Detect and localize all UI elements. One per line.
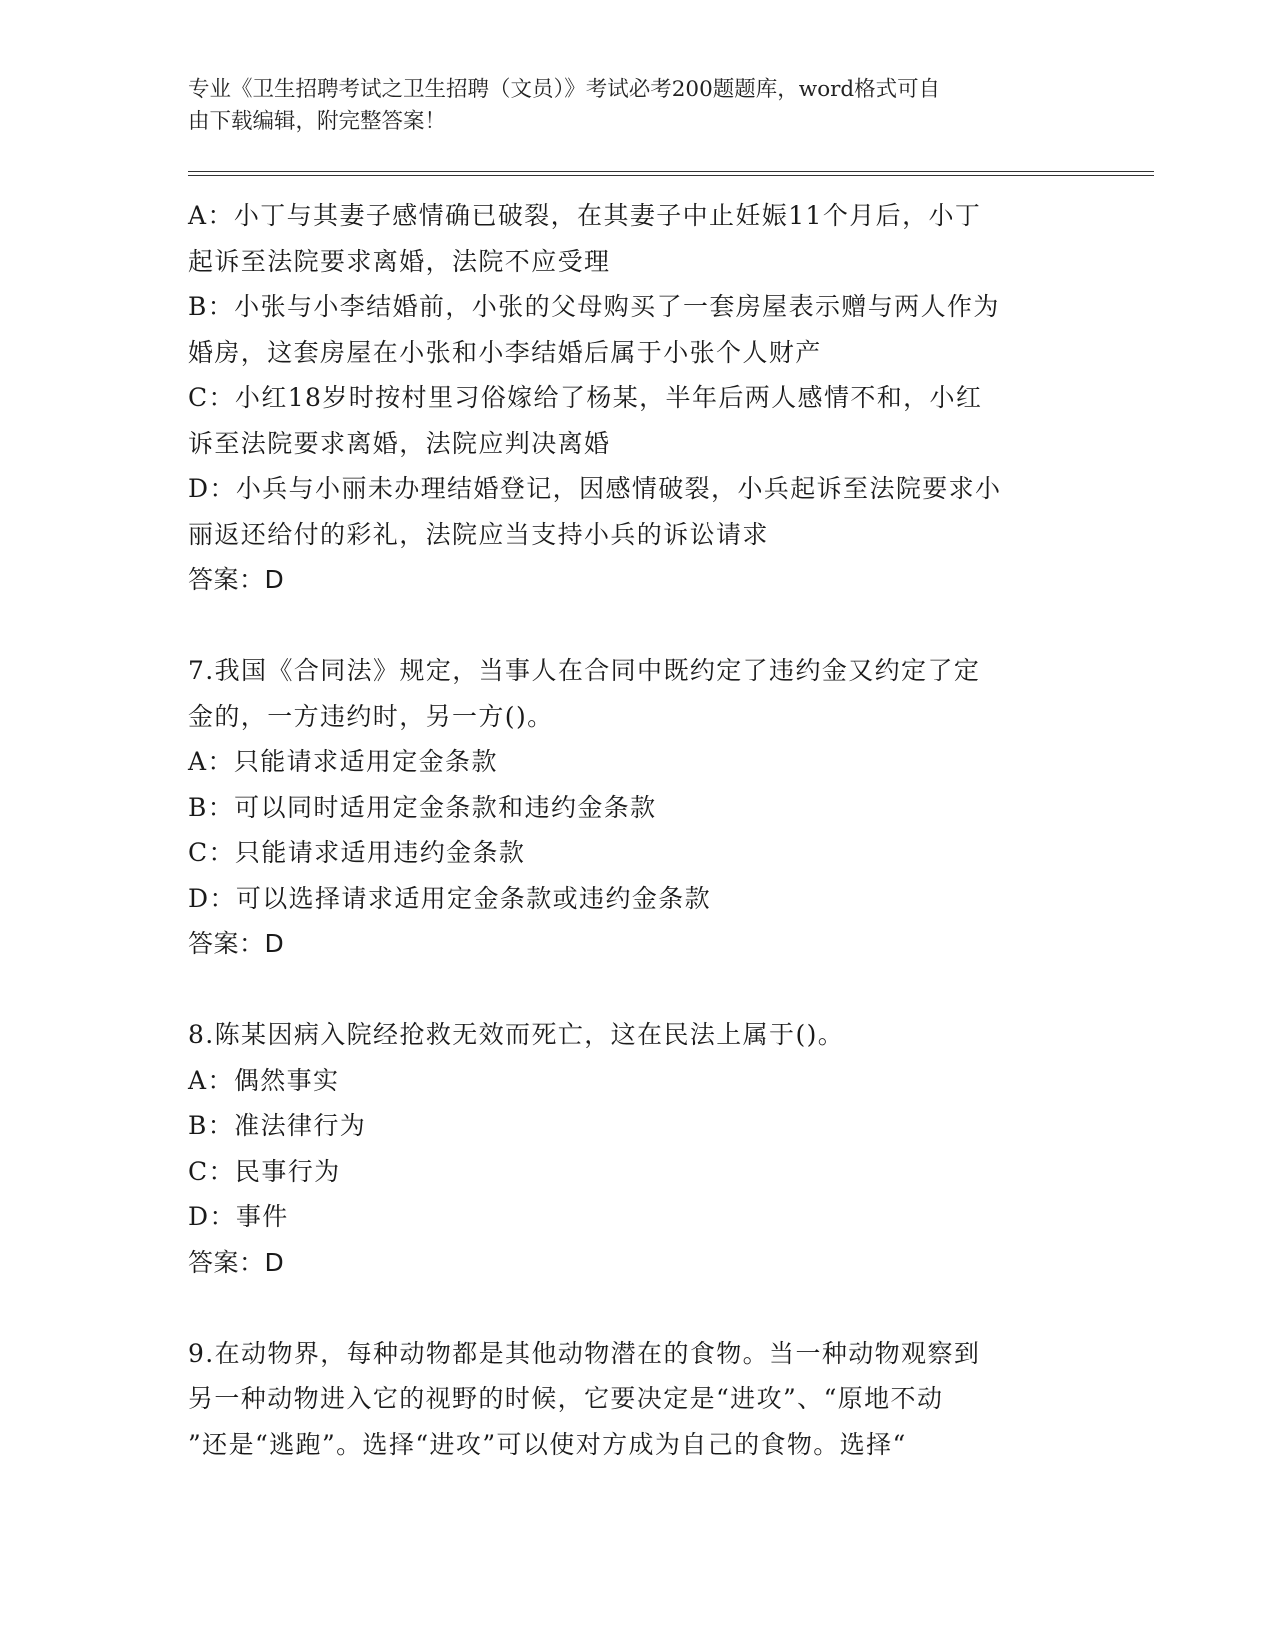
option-b: B：可以同时适用定金条款和违约金条款 <box>188 792 657 822</box>
header-divider-top <box>188 171 1154 172</box>
option-d: D：可以选择请求适用定金条款或违约金条款 <box>188 883 712 913</box>
document-body <box>188 193 1088 1467</box>
question-8 <box>188 1012 1088 1285</box>
option-a: A：只能请求适用定金条款 <box>188 747 498 776</box>
question-stem-line-1: 9.在动物界，每种动物都是其他动物潜在的食物。当一种动物观察到 <box>188 1338 981 1368</box>
answer-label: 答案：D <box>188 1247 285 1277</box>
option-c-line-2: 诉至法院要求离婚，法院应判决离婚 <box>188 428 611 458</box>
option-c: C：民事行为 <box>188 1156 341 1186</box>
option-a-line-1: A：小丁与其妻子感情确已破裂，在其妻子中止妊娠11个月后，小丁 <box>188 201 982 230</box>
answer-label: 答案：D <box>188 929 285 958</box>
question-stem: 8.陈某因病入院经抢救无效而死亡，这在民法上属于()。 <box>188 1020 845 1049</box>
option-c-line-1: C：小红18岁时按村里习俗嫁给了杨某，半年后两人感情不和，小红 <box>188 383 983 412</box>
spacer <box>188 1285 1088 1331</box>
option-b: B：准法律行为 <box>188 1111 367 1140</box>
option-a: A：偶然事实 <box>188 1065 340 1095</box>
question-6-options <box>188 193 1088 603</box>
document-header <box>188 74 1078 138</box>
question-stem-line-3: ”还是“逃跑”。选择“进攻”可以使对方成为自己的食物。选择“ <box>188 1429 907 1459</box>
option-b-line-2: 婚房，这套房屋在小张和小李结婚后属于小张个人财产 <box>188 337 822 367</box>
question-stem-line-2: 金的，一方违约时，另一方()。 <box>188 701 554 731</box>
header-line-1: 专业《卫生招聘考试之卫生招聘（文员）》考试必考200题题库，word格式可自 <box>188 77 941 102</box>
question-stem-line-2: 另一种动物进入它的视野的时候，它要决定是“进攻”、“原地不动 <box>188 1384 944 1413</box>
question-9 <box>188 1331 1088 1468</box>
option-d: D：事件 <box>188 1202 289 1231</box>
spacer <box>188 967 1088 1013</box>
header-line-2: 由下载编辑，附完整答案！ <box>188 109 447 134</box>
question-7 <box>188 648 1088 967</box>
option-a-line-2: 起诉至法院要求离婚，法院不应受理 <box>188 246 611 276</box>
spacer <box>188 603 1088 649</box>
header-divider-bottom <box>188 175 1154 176</box>
question-stem-line-1: 7.我国《合同法》规定，当事人在合同中既约定了违约金又约定了定 <box>188 656 981 685</box>
option-b-line-1: B：小张与小李结婚前，小张的父母购买了一套房屋表示赠与两人作为 <box>188 292 1000 321</box>
option-c: C：只能请求适用违约金条款 <box>188 838 526 867</box>
option-d-line-1: D：小兵与小丽未办理结婚登记，因感情破裂，小兵起诉至法院要求小 <box>188 474 1002 503</box>
answer-label: 答案：D <box>188 565 285 594</box>
option-d-line-2: 丽返还给付的彩礼，法院应当支持小兵的诉讼请求 <box>188 519 769 549</box>
